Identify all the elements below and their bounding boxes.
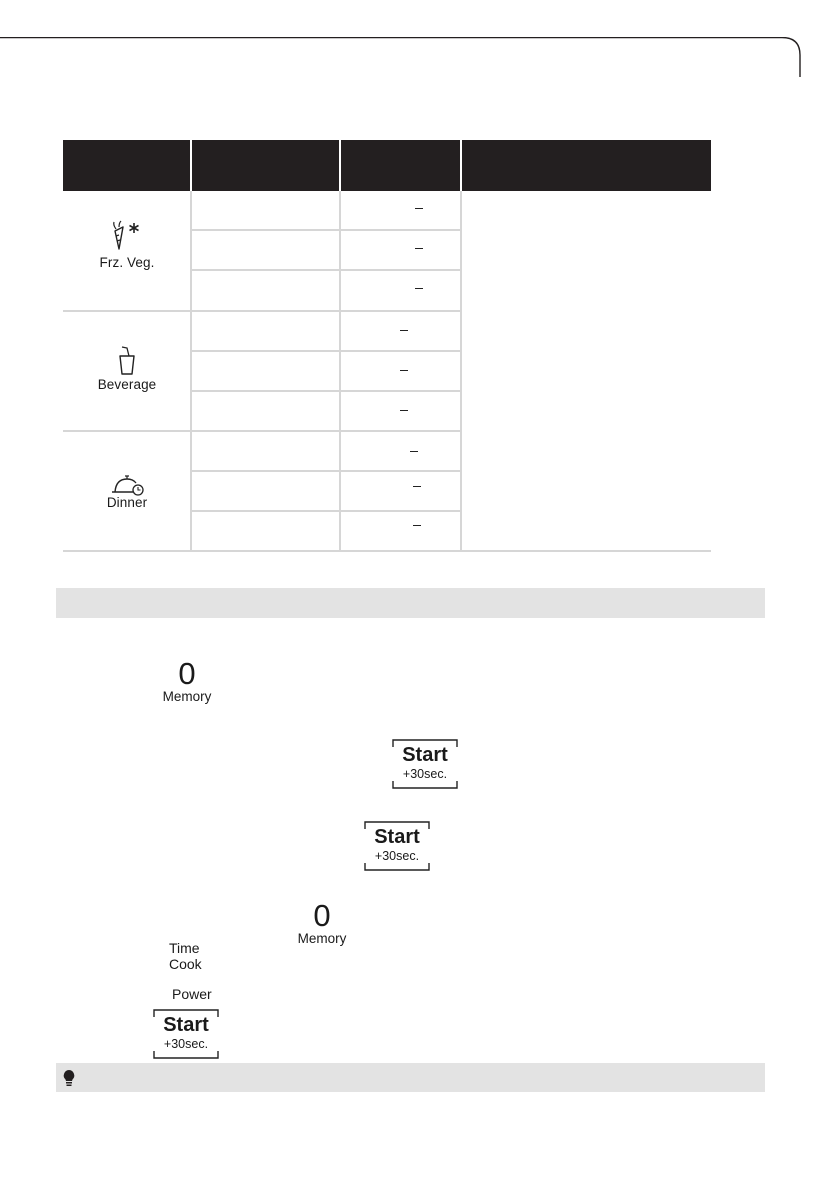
table-group-line <box>63 310 460 312</box>
memory-key-label: Memory <box>297 931 347 946</box>
fraction-bar <box>413 486 421 487</box>
start-button[interactable] <box>153 1009 219 1059</box>
auto-cook-table <box>63 140 711 552</box>
table-row-line <box>192 470 460 472</box>
fraction-bar <box>410 451 418 452</box>
category-label: Beverage <box>97 377 157 392</box>
start-button-sublabel: +30sec. <box>163 1037 209 1051</box>
start-button-label: Start <box>374 826 420 848</box>
lightbulb-icon <box>62 1069 76 1087</box>
time-cook-key[interactable] <box>169 940 202 972</box>
table-header-row <box>63 140 711 191</box>
fraction-bar <box>415 248 423 249</box>
table-group-line <box>63 430 460 432</box>
time-cook-line2: Cook <box>169 956 202 972</box>
table-row-line <box>192 269 460 271</box>
category-label: Dinner <box>106 495 148 510</box>
table-bottom-line <box>63 550 711 552</box>
fraction-bar <box>415 288 423 289</box>
fraction-bar <box>400 330 408 331</box>
memory-key-digit: 0 <box>313 898 331 933</box>
fraction-bar <box>413 525 421 526</box>
start-button-sublabel: +30sec. <box>374 849 420 863</box>
header-divider <box>460 140 462 191</box>
time-cook-line1: Time <box>169 940 200 956</box>
memory-key[interactable] <box>290 898 354 946</box>
category-label: Frz. Veg. <box>99 255 155 270</box>
start-button-label: Start <box>402 744 448 766</box>
start-button-label: Start <box>163 1014 209 1036</box>
fraction-bar <box>400 410 408 411</box>
table-row-line <box>192 350 460 352</box>
table-row-line <box>192 229 460 231</box>
fraction-bar <box>400 370 408 371</box>
header-divider <box>339 140 341 191</box>
cup-straw-icon <box>107 344 147 376</box>
page-top-rule <box>0 37 822 77</box>
power-key[interactable]: Power <box>172 986 212 1002</box>
carrot-snowflake-icon <box>107 219 147 251</box>
table-row-line <box>192 390 460 392</box>
memory-key-label: Memory <box>162 689 212 704</box>
start-button-sublabel: +30sec. <box>402 767 448 781</box>
table-divider <box>339 191 341 551</box>
fraction-bar <box>415 208 423 209</box>
header-divider <box>190 140 192 191</box>
table-divider <box>460 191 462 551</box>
section-heading-band <box>56 588 765 618</box>
start-button[interactable] <box>364 821 430 871</box>
memory-key-digit: 0 <box>178 656 196 691</box>
note-band <box>56 1063 765 1092</box>
start-button[interactable] <box>392 739 458 789</box>
table-row-line <box>192 510 460 512</box>
memory-key[interactable] <box>155 656 219 704</box>
